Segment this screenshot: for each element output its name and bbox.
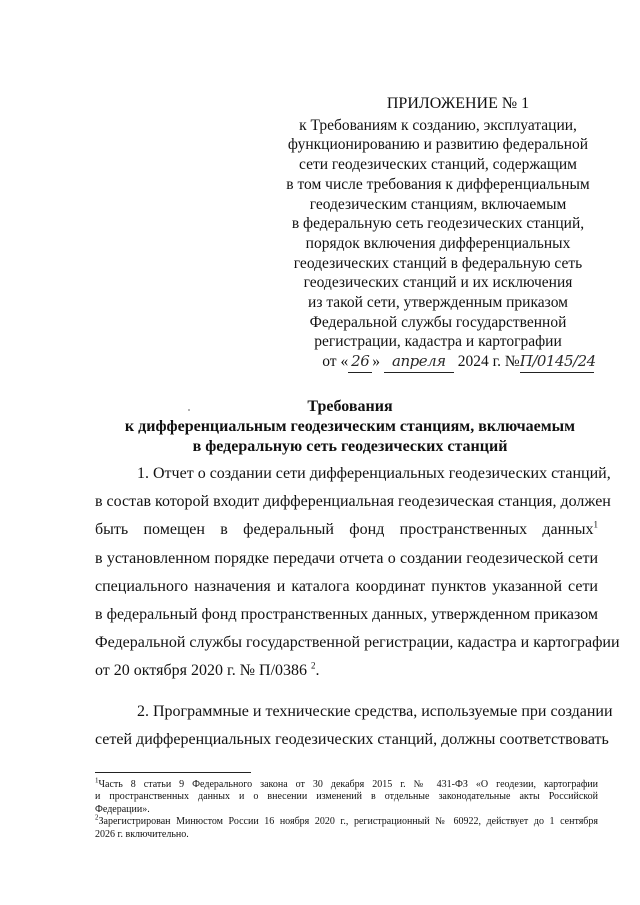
appendix-line: Федеральной службы государственной xyxy=(309,313,567,331)
body-text xyxy=(95,460,620,754)
footnote-ref-2: 2 xyxy=(311,661,316,672)
footnote-2-line: 2026 г. включительно. xyxy=(95,828,189,840)
footnote-2-line xyxy=(95,813,598,828)
footnote-2-text: Зарегистрирован Минюстом России 16 ноября 2020 г., регистрационный № 60922, действует до 1 сентября xyxy=(98,816,598,828)
order-number xyxy=(520,352,594,373)
paragraph-1-line: 1. Отчет о создании сети дифференциальных геодезических станций, xyxy=(137,465,611,482)
appendix-line: к Требованиям к созданию, эксплуатации, xyxy=(299,116,577,134)
paragraph-2-line: 2. Программные и технические средства, используемые при создании xyxy=(137,702,613,720)
paragraph-1-line xyxy=(95,516,598,544)
paragraph-1-line: специального назначения и каталога координат пунктов указанной сети xyxy=(95,577,598,595)
appendix-line: из такой сети, утвержденным приказом xyxy=(308,294,568,312)
order-month xyxy=(384,352,454,373)
paragraph-1-line: в состав которой входит дифференциальная геодезическая станция, должен xyxy=(95,493,611,511)
appendix-line: геодезическим станциям, включаемым xyxy=(309,195,567,213)
appendix-line: в федеральную сеть геодезических станций, xyxy=(291,215,585,233)
order-date-number xyxy=(268,352,608,373)
appendix-line: функционированию и развитию федеральной xyxy=(287,136,589,154)
appendix-line: геодезических станций в федеральную сеть xyxy=(293,254,583,272)
heading-line: Требования xyxy=(307,398,393,415)
order-day xyxy=(348,352,372,373)
footnote-1-line xyxy=(95,776,598,791)
footnote-1-line: и пространственных данных и о внесении изменений в отдельные законодательные акты Российской xyxy=(95,791,598,803)
appendix-line: порядок включения дифференциальных xyxy=(305,234,571,252)
appendix-line: сети геодезических станций, содержащим xyxy=(299,156,577,174)
paragraph-1-line: в установленном порядке передачи отчета о создании геодезической сети xyxy=(95,549,598,567)
paragraph-1-text: от 20 октября 2020 г. № П/0386 xyxy=(95,662,308,680)
footnote-2-mark: 2 xyxy=(95,813,99,822)
appendix-header xyxy=(268,94,608,373)
footnote-1-mark: 1 xyxy=(95,776,99,785)
paragraph-1-line: Федеральной службы государственной регистрации, кадастра и картографии xyxy=(95,634,620,652)
footnote-ref-1: 1 xyxy=(593,520,598,531)
appendix-line: геодезических станций и их исключения xyxy=(303,274,573,292)
paragraph-1-end: . xyxy=(315,662,320,680)
heading-line: в федеральную сеть геодезических станций xyxy=(192,438,508,455)
paragraph-1-line: в федеральный фонд пространственных данных, утвержденном приказом xyxy=(95,606,598,624)
order-month-handwritten: апреля xyxy=(392,352,446,371)
order-mid: » xyxy=(372,353,380,371)
order-year: 2024 г. № xyxy=(457,353,520,371)
section-heading xyxy=(40,397,640,457)
appendix-line: в том числе требования к дифференциальным xyxy=(286,175,590,193)
appendix-line: регистрации, кадастра и картографии xyxy=(314,333,562,351)
footnote-1-line: Федерации». xyxy=(95,803,150,815)
paragraph-1-line xyxy=(95,657,598,685)
paragraph-1-text: быть помещен в федеральный фонд пространственных данных xyxy=(95,521,594,539)
appendix-title: ПРИЛОЖЕНИЕ № 1 xyxy=(386,95,530,112)
heading-line: к дифференциальным геодезическим станциям, включаемым xyxy=(124,418,576,435)
order-number-handwritten: П/0145/24 xyxy=(519,352,596,371)
order-day-handwritten: 26 xyxy=(351,352,370,371)
paragraph-2-line: сетей дифференциальных геодезических станций, должны соответствовать xyxy=(95,730,609,748)
order-prefix: от « xyxy=(322,353,349,371)
footnotes xyxy=(95,776,598,841)
footnote-divider xyxy=(95,772,251,773)
footnote-1-text: Часть 8 статьи 9 Федерального закона от 30 декабря 2015 г. № 431-ФЗ «О геодезии, картографии xyxy=(98,779,598,790)
